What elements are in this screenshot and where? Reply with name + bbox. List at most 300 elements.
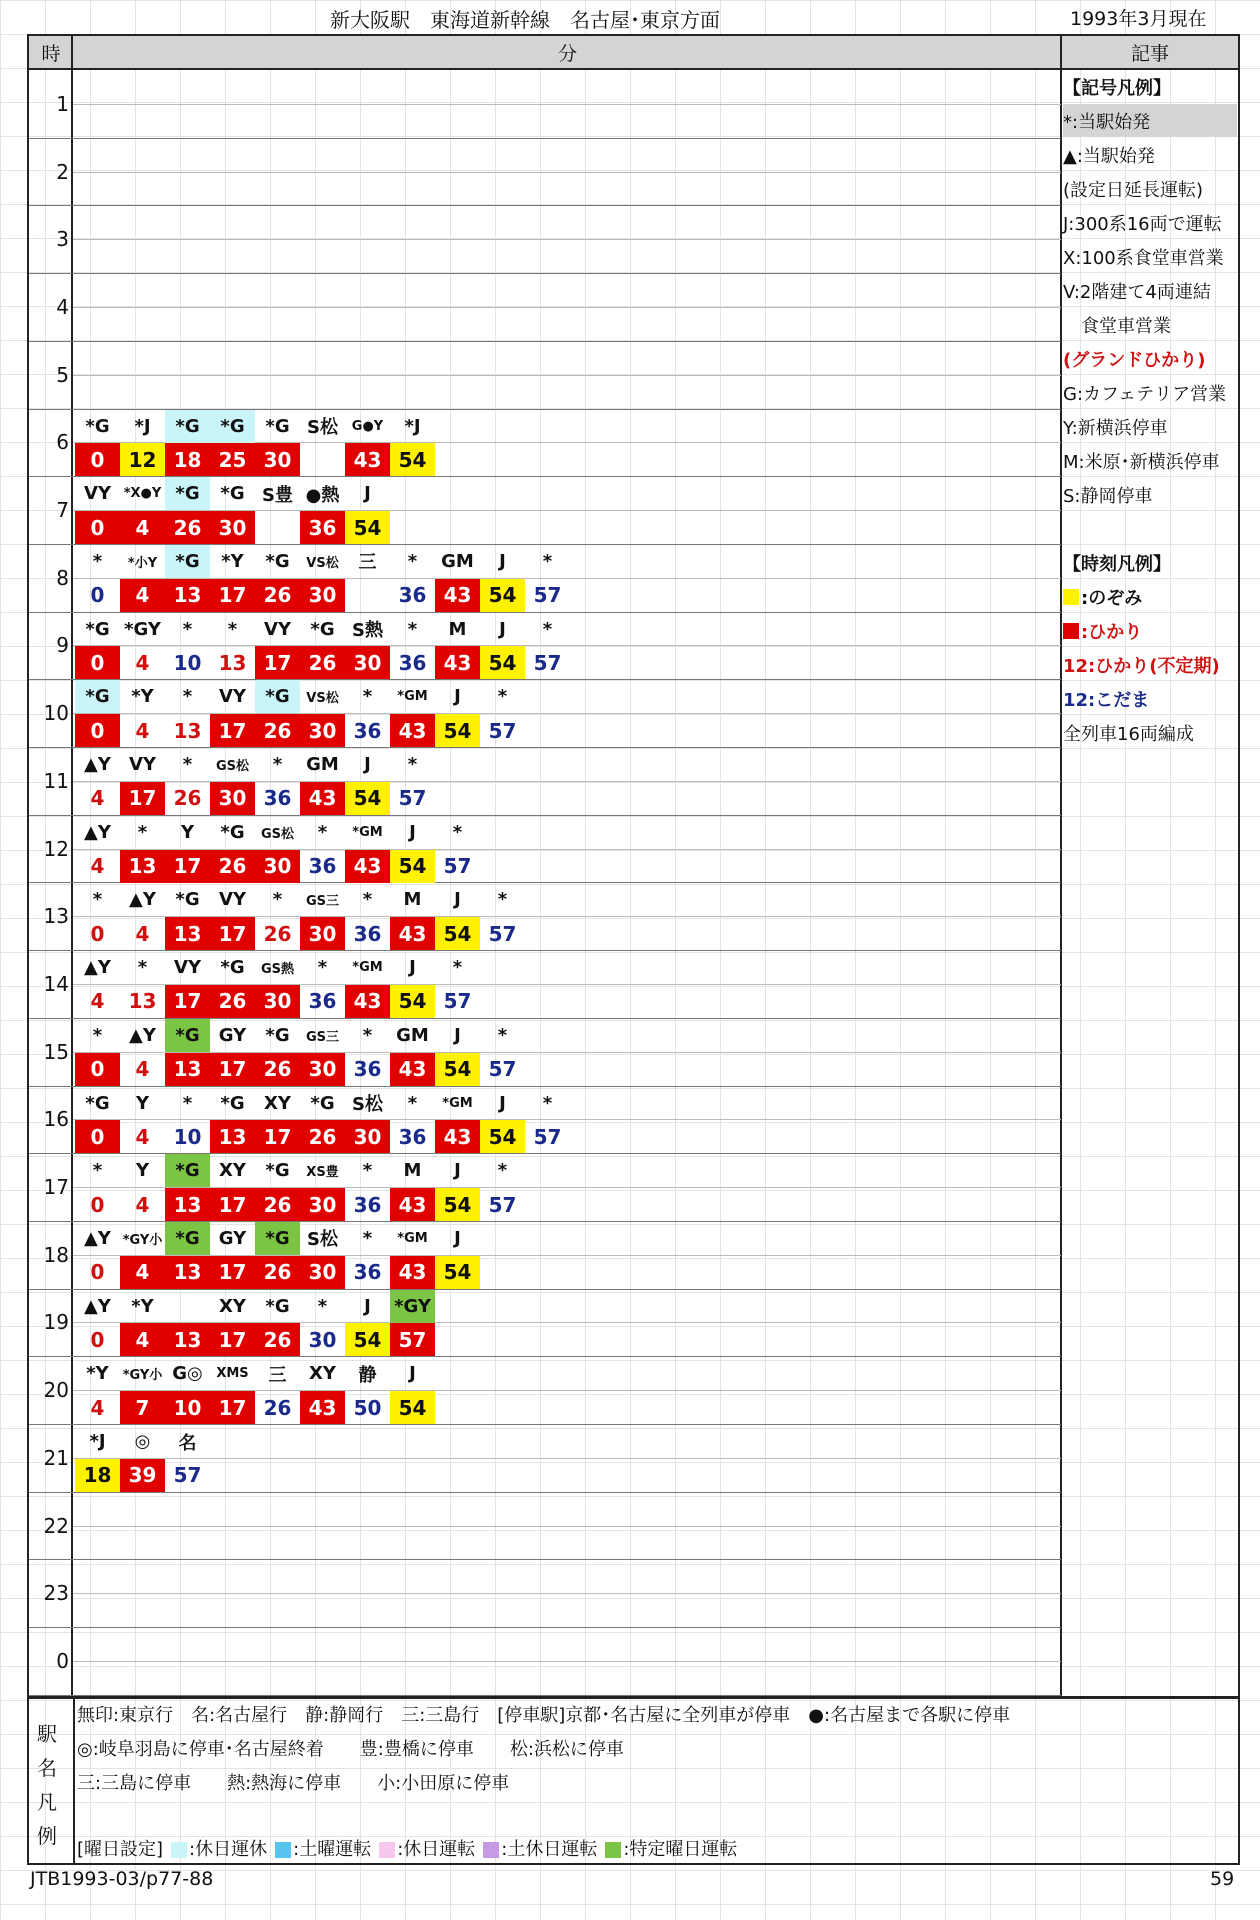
departure-minute: 17 [210, 1053, 255, 1086]
train-mark: XS豊 [306, 1165, 339, 1181]
departure-minute: 43 [435, 646, 480, 679]
train-mark: *G [310, 1092, 335, 1114]
train-mark: *G [165, 477, 210, 510]
train-mark: * [362, 1160, 373, 1182]
note-line [1063, 546, 1237, 579]
departure-minute: 30 [300, 1053, 345, 1086]
train-mark: 静 [358, 1364, 377, 1386]
departure-minute: 36 [353, 1192, 382, 1217]
train-mark: *Y [221, 550, 244, 572]
train-mark: *Y [131, 686, 154, 708]
note-line [1063, 410, 1237, 443]
train-mark: J [454, 889, 461, 911]
note-text: X:100系食堂車営業 [1063, 247, 1224, 269]
departure-minute: 10 [173, 650, 202, 675]
train-mark: XY [264, 1092, 291, 1114]
departure-minute: 30 [255, 443, 300, 476]
hour-row-divider [29, 205, 1061, 206]
train-mark: * [137, 821, 148, 843]
train-mark: *GY小 [122, 1368, 163, 1384]
departure-minute: 26 [300, 646, 345, 679]
departure-minute: 36 [263, 786, 292, 811]
departure-minute: 13 [173, 718, 202, 743]
note-line [1063, 104, 1237, 137]
train-mark: *G [265, 1295, 290, 1317]
hour-label: 4 [56, 294, 69, 319]
day-setting-text: :土曜運転 [293, 1839, 372, 1860]
departure-minute: 36 [300, 511, 345, 544]
note-text: V:2階建て4両連結 [1063, 281, 1211, 303]
hour-label: 17 [43, 1175, 69, 1200]
departure-minute: 30 [210, 782, 255, 815]
train-mark: * [272, 889, 283, 911]
note-text: (設定日延長運転) [1063, 179, 1204, 201]
train-mark: *G [265, 415, 290, 437]
train-mark: GY [218, 1024, 247, 1046]
note-line [1063, 70, 1237, 103]
departure-minute: 17 [165, 985, 210, 1018]
note-text: 12:ひかり(不定期) [1063, 655, 1220, 677]
train-mark: XY [219, 1160, 246, 1182]
train-mark: *G [210, 410, 255, 443]
departure-minute: 17 [210, 1323, 255, 1356]
departure-minute: 30 [308, 1327, 337, 1352]
train-mark: *GM [397, 689, 428, 705]
day-swatch-icon [605, 1842, 621, 1858]
train-mark: * [92, 1160, 103, 1182]
train-mark: ▲Y [84, 821, 111, 843]
note-line [1063, 580, 1237, 613]
departure-minute: 54 [345, 782, 390, 815]
train-mark: GM [306, 754, 339, 775]
hour-label: 15 [43, 1039, 69, 1064]
note-line [1063, 444, 1237, 477]
day-setting-text: :特定曜日運転 [623, 1839, 738, 1860]
hour-label: 12 [43, 836, 69, 861]
departure-minute: 26 [255, 579, 300, 612]
row-midline [73, 307, 1061, 308]
train-mark: *G [255, 680, 300, 713]
train-mark: J [454, 1160, 461, 1182]
departure-minute: 4 [135, 1057, 150, 1082]
train-mark: J [454, 686, 461, 708]
train-mark: GS松 [215, 759, 250, 774]
train-mark: * [542, 618, 553, 640]
train-mark: *GM [397, 1230, 428, 1246]
departure-minute: 0 [75, 646, 120, 679]
departure-minute: 39 [120, 1459, 165, 1492]
note-text: G:カフェテリア営業 [1063, 383, 1227, 405]
page-title: 新大阪駅 東海道新幹線 名古屋･東京方面 [330, 8, 720, 32]
train-mark: *GY小 [122, 1232, 163, 1248]
note-text: 12:こだま [1063, 689, 1150, 711]
hour-row-divider [29, 1695, 1061, 1696]
departure-minute: 7 [120, 1391, 165, 1424]
departure-minute: 57 [488, 1192, 517, 1217]
departure-minute: 17 [210, 579, 255, 612]
train-mark: *GY [390, 1290, 435, 1323]
departure-minute: 57 [443, 854, 472, 879]
departure-minute: 36 [308, 854, 337, 879]
hour-label: 8 [56, 565, 69, 590]
notes-divider [1060, 36, 1062, 1696]
station-legend-line: 無印:東京行 名:名古屋行 静:静岡行 三:三島行 [停車駅]京都･名古屋に全列車が停車 ●:名古屋まで各駅に停車 [77, 1705, 1011, 1726]
train-mark: *Y [131, 1295, 154, 1317]
train-mark: J [499, 1092, 506, 1114]
train-mark: ◎ [134, 1431, 151, 1452]
station-legend-line: 三:三島に停車 熱:熱海に停車 小:小田原に停車 [77, 1773, 510, 1794]
departure-minute: 36 [353, 921, 382, 946]
departure-minute: 17 [210, 1188, 255, 1221]
train-mark: ▲Y [129, 889, 156, 911]
train-mark: * [362, 1024, 373, 1046]
train-mark: * [542, 550, 553, 572]
train-mark: S熱 [352, 620, 383, 642]
note-text: Y:新横浜停車 [1063, 417, 1168, 439]
departure-minute: 0 [90, 1327, 105, 1352]
hour-label: 11 [43, 768, 69, 793]
train-mark: *G [165, 1019, 210, 1052]
departure-minute: 17 [255, 646, 300, 679]
note-line [1063, 512, 1237, 545]
departure-minute: 57 [173, 1463, 202, 1488]
train-mark: *G [85, 1092, 110, 1114]
train-mark: *GY [124, 618, 161, 640]
train-mark: * [452, 957, 463, 979]
departure-minute: 18 [165, 443, 210, 476]
train-mark: GY [218, 1227, 247, 1249]
note-line [1063, 614, 1237, 647]
day-swatch-icon [171, 1842, 187, 1858]
departure-minute: 36 [398, 1124, 427, 1149]
train-mark: *G [265, 1160, 290, 1182]
departure-minute: 4 [90, 1395, 105, 1420]
departure-minute: 57 [488, 921, 517, 946]
train-mark: 名 [178, 1432, 197, 1454]
train-mark: * [317, 1295, 328, 1317]
departure-minute: 13 [128, 989, 157, 1014]
train-mark: VY [219, 889, 246, 911]
departure-minute: 4 [135, 1192, 150, 1217]
train-mark: * [362, 1227, 373, 1249]
train-mark: J [499, 618, 506, 640]
day-setting-text: :土休日運転 [501, 1839, 598, 1860]
train-mark: *G [165, 410, 210, 443]
day-settings-legend [77, 1835, 737, 1861]
departure-minute: 54 [480, 579, 525, 612]
departure-minute: 30 [300, 714, 345, 747]
row-midline [73, 1593, 1061, 1594]
note-text: :のぞみ [1081, 587, 1143, 609]
departure-minute: 17 [210, 1256, 255, 1289]
departure-minute: 54 [390, 443, 435, 476]
departure-minute: 54 [390, 850, 435, 883]
train-mark: *G [265, 1024, 290, 1046]
departure-minute: 43 [345, 985, 390, 1018]
train-mark: *G [165, 1154, 210, 1187]
departure-minute: 30 [345, 1120, 390, 1153]
train-mark: ▲Y [129, 1024, 156, 1046]
row-midline [73, 239, 1061, 240]
hour-divider [71, 36, 73, 1696]
departure-minute: 54 [435, 917, 480, 950]
hour-label: 0 [56, 1648, 69, 1673]
train-mark: * [92, 550, 103, 572]
departure-minute: 4 [135, 718, 150, 743]
train-mark: XMS [216, 1366, 249, 1382]
train-mark: * [497, 889, 508, 911]
departure-minute: 54 [435, 714, 480, 747]
departure-minute: 26 [255, 714, 300, 747]
departure-minute: 13 [165, 579, 210, 612]
departure-minute: 0 [75, 443, 120, 476]
note-line [1063, 478, 1237, 511]
train-mark: S松 [307, 1229, 338, 1251]
hour-label: 6 [56, 430, 69, 455]
hour-label: 20 [43, 1378, 69, 1403]
train-mark: VS松 [306, 555, 339, 571]
departure-minute: 57 [443, 989, 472, 1014]
train-mark: M [403, 1160, 422, 1182]
train-mark: * [227, 618, 238, 640]
departure-minute: 4 [135, 921, 150, 946]
departure-minute: 26 [210, 985, 255, 1018]
departure-minute: 43 [435, 1120, 480, 1153]
train-mark: * [497, 1160, 508, 1182]
train-mark: * [497, 686, 508, 708]
hour-label: 9 [56, 633, 69, 658]
departure-minute: 17 [210, 1391, 255, 1424]
row-midline [73, 375, 1061, 376]
departure-minute: 30 [300, 579, 345, 612]
note-line [1063, 648, 1237, 681]
row-midline [73, 104, 1061, 105]
train-mark: M [448, 618, 467, 640]
train-mark: * [407, 550, 418, 572]
departure-minute: 0 [90, 583, 105, 608]
note-line [1063, 682, 1237, 715]
departure-minute: 0 [75, 714, 120, 747]
departure-minute: 17 [120, 782, 165, 815]
train-mark: ●熱 [305, 484, 340, 506]
departure-minute: 30 [255, 850, 300, 883]
train-mark: Y [180, 821, 195, 843]
departure-minute: 43 [390, 917, 435, 950]
departure-minute: 13 [165, 1188, 210, 1221]
train-mark: J [409, 957, 416, 979]
train-mark: * [407, 1092, 418, 1114]
hour-label: 13 [43, 904, 69, 929]
departure-minute: 0 [75, 1120, 120, 1153]
departure-minute: 13 [165, 1323, 210, 1356]
train-mark: *G [85, 618, 110, 640]
train-mark: GM [396, 1024, 429, 1046]
departure-minute: 54 [390, 1391, 435, 1424]
departure-minute: 30 [300, 1188, 345, 1221]
source-reference: JTB1993-03/p77-88 [30, 1868, 214, 1890]
hour-row-divider [29, 1559, 1061, 1560]
train-mark: * [317, 821, 328, 843]
departure-minute: 26 [173, 786, 202, 811]
train-mark: * [182, 618, 193, 640]
hour-label: 16 [43, 1107, 69, 1132]
train-mark: * [272, 754, 283, 775]
hour-label: 22 [43, 1513, 69, 1538]
effective-date: 1993年3月現在 [1070, 8, 1207, 30]
departure-minute: 13 [210, 1120, 255, 1153]
departure-minute: 26 [255, 1323, 300, 1356]
train-mark: *GM [352, 960, 383, 976]
departure-minute: 36 [353, 1057, 382, 1082]
hour-row-divider [29, 341, 1061, 342]
hour-label: 7 [56, 498, 69, 523]
row-midline [73, 1526, 1061, 1527]
train-mark: GS松 [260, 826, 295, 842]
train-mark: J [499, 550, 506, 572]
departure-minute: 26 [255, 1053, 300, 1086]
train-mark: *G [220, 483, 245, 505]
hour-column-header: 時 [29, 36, 73, 70]
departure-minute: 36 [308, 989, 337, 1014]
hour-label: 14 [43, 971, 69, 996]
departure-minute: 0 [90, 921, 105, 946]
page-number: 59 [1210, 1868, 1235, 1890]
train-mark: * [542, 1092, 553, 1114]
train-mark: *GM [442, 1095, 473, 1111]
departure-minute: 4 [90, 989, 105, 1014]
departure-minute: 4 [90, 854, 105, 879]
note-text: S:静岡停車 [1063, 485, 1153, 507]
note-line [1063, 716, 1237, 749]
departure-minute: 0 [90, 1192, 105, 1217]
hour-label: 2 [56, 159, 69, 184]
note-text: *:当駅始発 [1063, 111, 1151, 133]
day-settings-label: [曜日設定] [77, 1839, 164, 1860]
station-legend-box [27, 1697, 1240, 1865]
train-mark: *G [165, 1222, 210, 1255]
departure-minute: 43 [345, 443, 390, 476]
train-mark: GS三 [305, 1029, 340, 1045]
station-legend-label [35, 1717, 59, 1853]
note-line [1063, 342, 1237, 375]
train-mark: ▲Y [84, 1227, 111, 1249]
departure-minute: 13 [165, 1256, 210, 1289]
hour-row-divider [29, 1627, 1061, 1628]
departure-minute: 0 [75, 1053, 120, 1086]
note-text: 【記号凡例】 [1063, 77, 1171, 99]
note-line [1063, 240, 1237, 273]
train-mark: *小Y [127, 555, 158, 571]
departure-minute: 10 [173, 1124, 202, 1149]
departure-minute: 17 [210, 917, 255, 950]
departure-minute: 30 [255, 985, 300, 1018]
hour-row-divider [29, 273, 1061, 274]
departure-minute: 26 [255, 1256, 300, 1289]
train-mark: ▲Y [84, 754, 111, 775]
departure-minute: 57 [533, 650, 562, 675]
train-mark: VY [174, 957, 201, 979]
train-mark: *J [89, 1431, 106, 1452]
departure-minute: 0 [75, 511, 120, 544]
train-mark: *G [165, 545, 210, 578]
hour-row-divider [29, 138, 1061, 139]
train-mark: * [407, 618, 418, 640]
train-mark: *G [220, 821, 245, 843]
minute-column-header: 分 [73, 36, 1062, 70]
hour-label: 19 [43, 1310, 69, 1335]
departure-minute: 30 [300, 917, 345, 950]
row-midline [73, 172, 1061, 173]
departure-minute: 4 [120, 1256, 165, 1289]
train-mark: Y [135, 1092, 150, 1114]
departure-minute: 26 [165, 511, 210, 544]
departure-minute: 43 [390, 714, 435, 747]
note-text: 【時刻凡例】 [1063, 553, 1171, 575]
departure-minute: 57 [488, 718, 517, 743]
train-mark: *G [255, 1222, 300, 1255]
departure-minute: 43 [300, 782, 345, 815]
day-setting-text: :休日運休 [189, 1839, 268, 1860]
note-line [1063, 274, 1237, 307]
station-legend-line: ◎:岐阜羽島に停車･名古屋終着 豊:豊橋に停車 松:浜松に停車 [77, 1739, 624, 1760]
train-mark: *J [404, 415, 421, 437]
train-mark: *G [220, 957, 245, 979]
hour-label: 5 [56, 362, 69, 387]
departure-minute: 54 [435, 1188, 480, 1221]
train-mark: GS熱 [260, 962, 295, 978]
day-swatch-icon [483, 1842, 499, 1858]
departure-minute: 57 [398, 786, 427, 811]
train-mark: GS三 [305, 894, 340, 910]
note-line [1063, 138, 1237, 171]
departure-minute: 4 [120, 1323, 165, 1356]
train-mark: *G [75, 680, 120, 713]
departure-minute: 30 [300, 1256, 345, 1289]
train-mark: J [454, 1227, 461, 1249]
train-mark: * [362, 889, 373, 911]
departure-minute: 18 [75, 1459, 120, 1492]
hour-label: 18 [43, 1242, 69, 1267]
departure-minute [300, 443, 345, 476]
train-mark: VY [84, 483, 111, 505]
departure-minute: 13 [120, 850, 165, 883]
train-mark: *X●Y [123, 486, 162, 502]
departure-minute: 4 [120, 579, 165, 612]
departure-minute: 54 [435, 1053, 480, 1086]
departure-minute: 54 [345, 1323, 390, 1356]
departure-minute: 54 [480, 646, 525, 679]
train-mark: * [497, 1024, 508, 1046]
station-legend-label-text: 駅名凡例 [37, 1722, 57, 1848]
departure-minute: 4 [120, 511, 165, 544]
train-mark: *G [175, 889, 200, 911]
train-mark: Y [135, 1160, 150, 1182]
departure-minute: 36 [398, 650, 427, 675]
departure-minute: 54 [435, 1256, 480, 1289]
departure-minute [255, 511, 300, 544]
departure-minute: 43 [435, 579, 480, 612]
hour-label: 10 [43, 701, 69, 726]
departure-minute: 36 [398, 583, 427, 608]
train-mark: J [364, 754, 371, 775]
departure-minute: 30 [345, 646, 390, 679]
train-mark: * [362, 686, 373, 708]
train-mark: * [182, 754, 193, 775]
hour-label: 3 [56, 227, 69, 252]
train-mark [165, 1290, 210, 1323]
departure-minute: 10 [165, 1391, 210, 1424]
departure-minute: 13 [165, 917, 210, 950]
